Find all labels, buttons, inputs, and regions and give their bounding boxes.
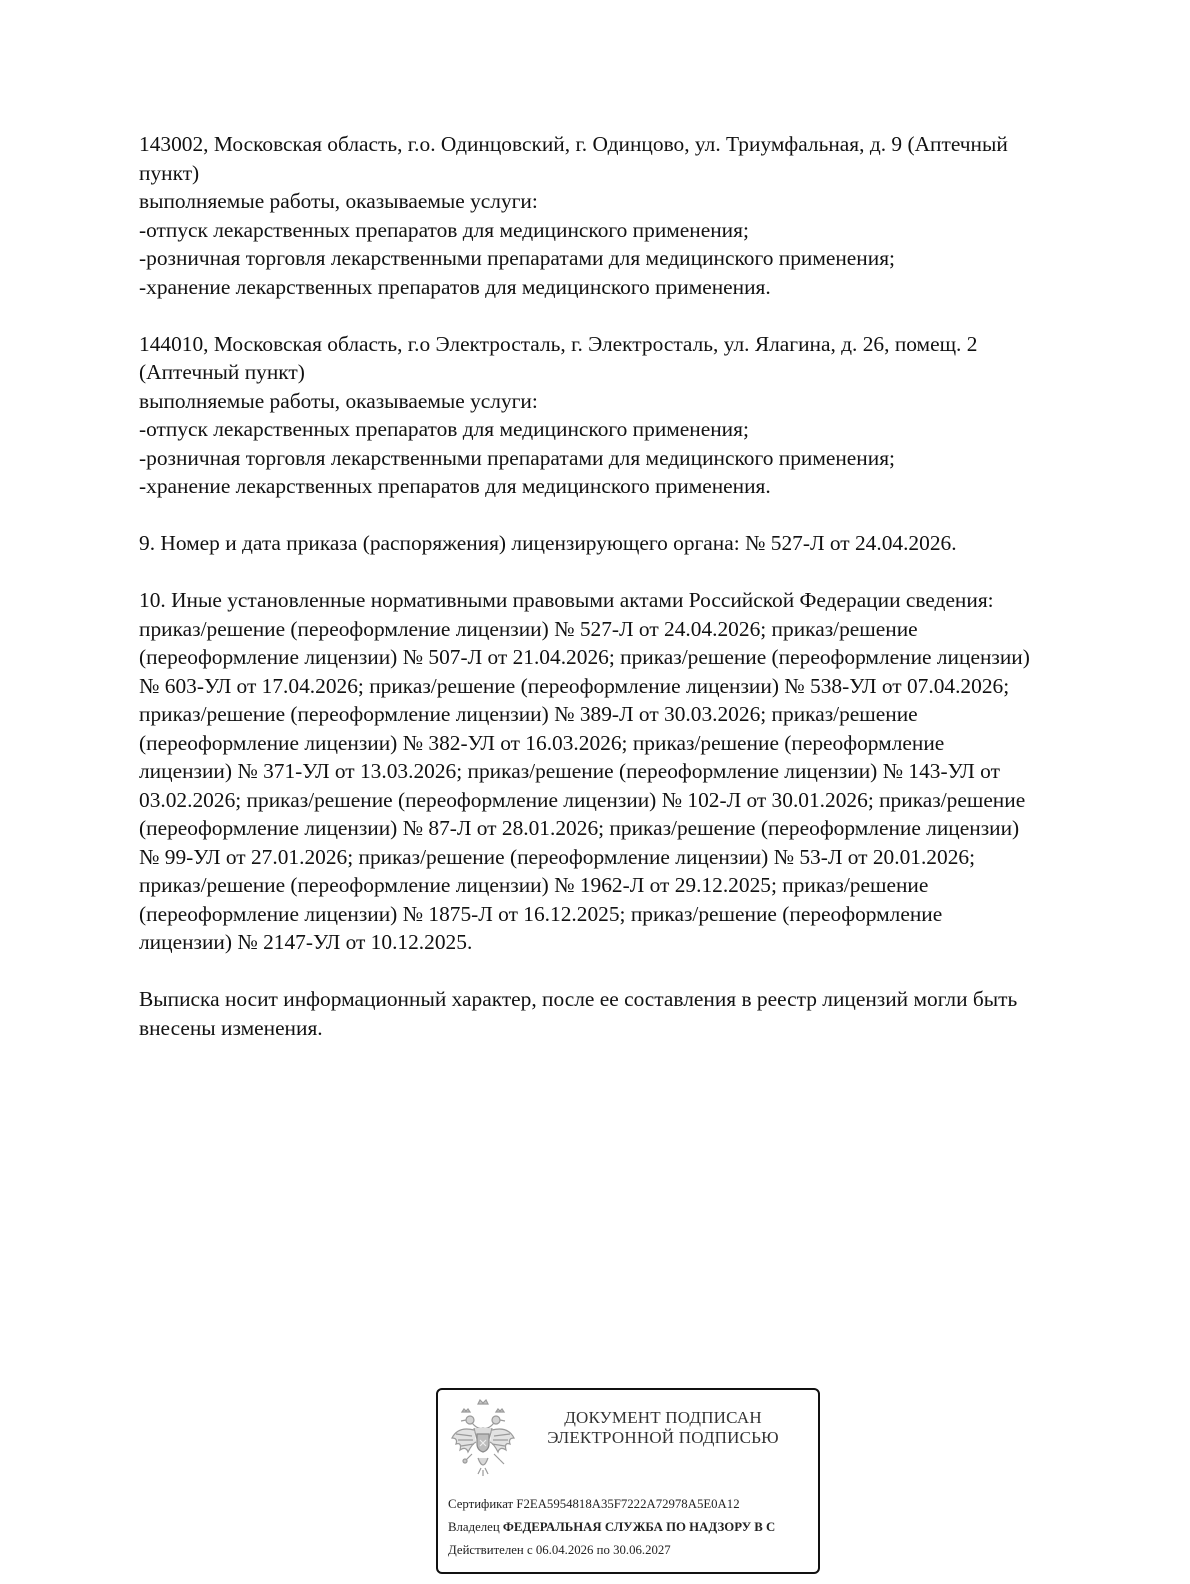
- section-9-order-number: [139, 529, 1129, 558]
- section-10-line: лицензии) № 2147-УЛ от 10.12.2025.: [139, 930, 473, 954]
- owner-value: ФЕДЕРАЛЬНАЯ СЛУЖБА ПО НАДЗОРУ В С: [502, 1520, 776, 1534]
- section-10-line: 10. Иные установленные нормативными правовыми актами Российской Федерации сведения:: [139, 588, 994, 612]
- order-line: 9. Номер и дата приказа (распоряжения) лицензирующего органа: № 527-Л от 24.04.2026.: [139, 531, 957, 555]
- section-10-line: (переоформление лицензии) № 87-Л от 28.01.2026; приказ/решение (переоформление лицензии): [139, 816, 1020, 840]
- signature-title-line: ДОКУМЕНТ ПОДПИСАН: [564, 1408, 762, 1427]
- disclaimer-line: Выписка носит информационный характер, после ее составления в реестр лицензий могли быть: [139, 987, 1018, 1011]
- disclaimer: [139, 985, 1129, 1042]
- electronic-signature-stamp: [436, 1388, 820, 1574]
- address-block-1: [139, 130, 1129, 301]
- section-10-line: приказ/решение (переоформление лицензии) № 389-Л от 30.03.2026; приказ/решение: [139, 702, 918, 726]
- validity-row: Действителен с 06.04.2026 по 30.06.2027: [448, 1543, 671, 1557]
- address-line: (Аптечный пункт): [139, 360, 305, 384]
- section-10-line: № 99-УЛ от 27.01.2026; приказ/решение (переоформление лицензии) № 53-Л от 20.01.2026;: [139, 844, 976, 869]
- section-10-line: лицензии) № 371-УЛ от 13.03.2026; приказ/решение (переоформление лицензии) № 143-УЛ от: [139, 759, 1000, 783]
- signature-title: [528, 1408, 798, 1448]
- signature-details: [448, 1493, 775, 1562]
- services-heading: выполняемые работы, оказываемые услуги:: [139, 189, 538, 213]
- service-item: -отпуск лекарственных препаратов для медицинского применения;: [139, 217, 749, 242]
- section-10-line: (переоформление лицензии) № 382-УЛ от 16.03.2026; приказ/решение (переоформление: [139, 730, 945, 755]
- address-line: 144010, Московская область, г.о Электросталь, г. Электросталь, ул. Ялагина, д. 26, помещ. 2: [139, 331, 978, 356]
- services-heading: выполняемые работы, оказываемые услуги:: [139, 388, 538, 413]
- section-10-line: (переоформление лицензии) № 507-Л от 21.04.2026; приказ/решение (переоформление лицензии): [139, 645, 1030, 669]
- address-line: пункт): [139, 160, 200, 185]
- section-10-line: (переоформление лицензии) № 1875-Л от 16.12.2025; приказ/решение (переоформление: [139, 901, 943, 926]
- document-body: [139, 130, 1129, 1071]
- section-10-line: 03.02.2026; приказ/решение (переоформление лицензии) № 102-Л от 30.01.2026; приказ/решение: [139, 787, 1026, 812]
- service-item: -хранение лекарственных препаратов для медицинского применения.: [139, 274, 771, 299]
- disclaimer-line: внесены изменения.: [139, 1015, 323, 1040]
- service-item: -розничная торговля лекарственными препаратами для медицинского применения;: [139, 445, 895, 470]
- certificate-value: F2EA5954818A35F7222A72978A5E0A12: [516, 1497, 740, 1511]
- russian-coat-of-arms-icon: [448, 1398, 518, 1478]
- section-10-line: приказ/решение (переоформление лицензии) № 1962-Л от 29.12.2025; приказ/решение: [139, 873, 929, 897]
- section-10-other-info: [139, 586, 1129, 957]
- certificate-label: Сертификат: [448, 1497, 514, 1511]
- service-item: -хранение лекарственных препаратов для медицинского применения.: [139, 474, 771, 498]
- signature-title-line: ЭЛЕКТРОННОЙ ПОДПИСЬЮ: [547, 1428, 779, 1447]
- section-10-line: № 603-УЛ от 17.04.2026; приказ/решение (переоформление лицензии) № 538-УЛ от 07.04.2026;: [139, 673, 1010, 698]
- section-10-line: приказ/решение (переоформление лицензии) № 527-Л от 24.04.2026; приказ/решение: [139, 616, 918, 641]
- service-item: -отпуск лекарственных препаратов для медицинского применения;: [139, 417, 749, 441]
- certificate-row: [448, 1493, 775, 1516]
- owner-label: Владелец: [448, 1520, 500, 1534]
- owner-row: [448, 1516, 775, 1539]
- service-item: -розничная торговля лекарственными препаратами для медицинского применения;: [139, 246, 895, 270]
- address-line: 143002, Московская область, г.о. Одинцовский, г. Одинцово, ул. Триумфальная, д. 9 (Аптечный: [139, 132, 1008, 156]
- address-block-2: [139, 330, 1129, 501]
